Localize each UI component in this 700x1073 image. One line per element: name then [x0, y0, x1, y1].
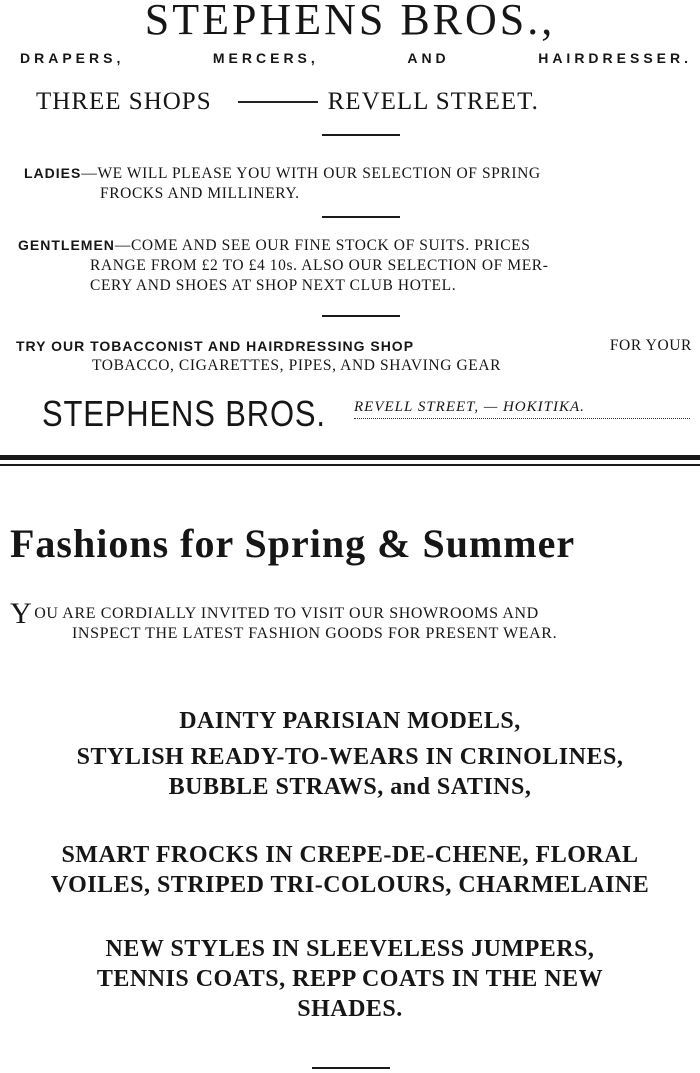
divider-rule [322, 134, 400, 136]
dash-separator [238, 101, 318, 103]
ladies-lead: LADIES [24, 165, 82, 181]
new-styles-line-2: TENNIS COATS, REPP COATS IN THE NEW [96, 966, 604, 992]
tobacco-line-1-tail: FOR YOUR [609, 337, 692, 354]
smart-frocks-line-1: SMART FROCKS IN CREPE-DE-CHENE, FLORAL [61, 842, 639, 868]
gentlemen-line-3: CERY AND SHOES AT SHOP NEXT CLUB HOTEL. [90, 277, 457, 294]
invitation-line-1: OU ARE CORDIALLY INVITED TO VISIT OUR SHOWROOMS AND [34, 605, 539, 622]
trade-hairdresser: HAIRDRESSER. [538, 50, 692, 66]
fashions-heading: Fashions for Spring & Summer [10, 521, 576, 566]
advert-separator-thick [0, 455, 700, 460]
stylish-line-2: BUBBLE STRAWS, and SATINS, [168, 774, 532, 800]
gentlemen-lead: GENTLEMEN [18, 237, 115, 253]
trade-drapers: DRAPERS, [20, 50, 125, 66]
gentlemen-line-1: —COME AND SEE OUR FINE STOCK OF SUITS. PRICES [114, 237, 531, 254]
invitation-line-2: INSPECT THE LATEST FASHION GOODS FOR PRESENT WEAR. [72, 625, 558, 642]
revell-street-words: REVELL STREET. [327, 88, 539, 115]
tobacco-paragraph [16, 336, 692, 376]
tobacco-line-1 [16, 336, 692, 356]
gentlemen-paragraph [18, 235, 698, 296]
dainty-models-line: DAINTY PARISIAN MODELS, [179, 708, 521, 734]
tobacco-lead: TRY OUR TOBACCONIST AND HAIRDRESSING SHOP [16, 338, 415, 354]
ladies-line-2: FROCKS AND MILLINERY. [100, 185, 300, 202]
stylish-line-1: STYLISH READY-TO-WEARS IN CRINOLINES, [76, 744, 624, 770]
invitation-paragraph [10, 597, 690, 644]
signature-address: REVELL STREET, — HOKITIKA. [354, 399, 690, 419]
smart-frocks-line-2: VOILES, STRIPED TRI-COLOURS, CHARMELAINE [50, 872, 650, 898]
signature-name: STEPHENS BROS. [42, 393, 326, 434]
ladies-line-1: —WE WILL PLEASE YOU WITH OUR SELECTION OF SPRING [81, 165, 541, 182]
trade-and: AND [407, 50, 450, 66]
tobacco-line-2: TOBACCO, CIGARETTES, PIPES, AND SHAVING GEAR [92, 357, 502, 374]
new-styles-line-3: SHADES. [297, 996, 403, 1022]
ladies-paragraph [24, 163, 698, 204]
gentlemen-line-2: RANGE FROM £2 TO £4 10s. ALSO OUR SELECTION OF MER- [90, 257, 549, 274]
advert-separator-thin [0, 464, 700, 466]
three-shops-line [36, 88, 692, 116]
drop-cap: Y [10, 597, 33, 630]
three-shops-text: THREE SHOPS [36, 88, 212, 115]
new-styles-line-1: NEW STYLES IN SLEEVELESS JUMPERS, [105, 936, 595, 962]
closing-rule [312, 1067, 390, 1069]
divider-rule [322, 315, 400, 317]
divider-rule [322, 216, 400, 218]
stephens-bros-heading: STEPHENS BROS., [144, 0, 556, 44]
trade-mercers: MERCERS, [212, 50, 319, 66]
revell-street-text [328, 88, 692, 116]
trades-line [20, 50, 692, 66]
